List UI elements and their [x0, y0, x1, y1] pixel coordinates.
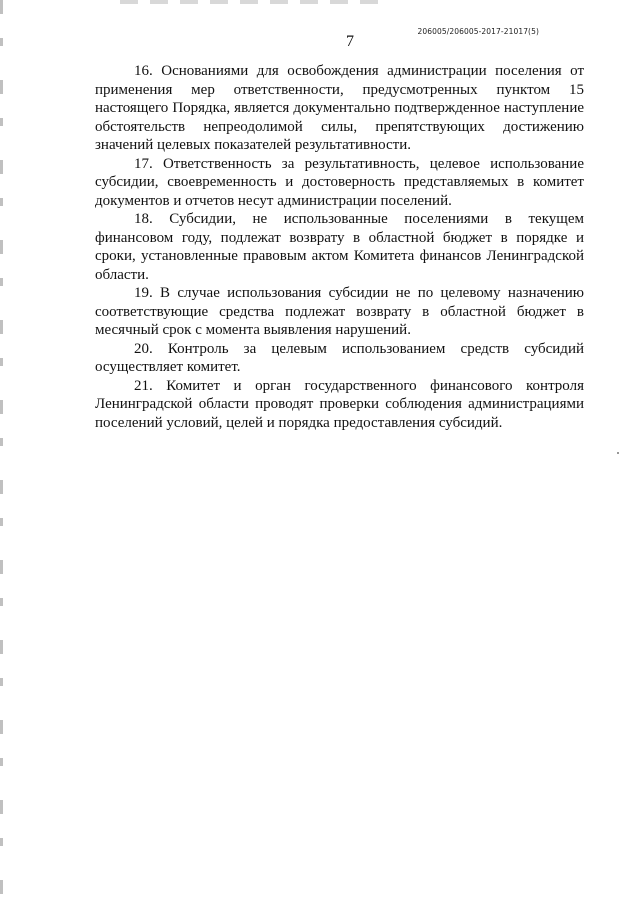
document-body — [95, 62, 584, 432]
paragraph-21: 21. Комитет и орган государственного финансового контроля Ленинградской области проводят проверки соблюдения администрациями поселений условий, целей и порядка предоставления субсидий. — [95, 377, 584, 431]
page-number: 7 — [346, 33, 354, 50]
paragraph-19: 19. В случае использования субсидии не по целевому назначению соответствующие средства подлежат возврату в областной бюджет в месячный срок с момента выявления нарушений. — [95, 285, 584, 338]
paragraph-18: 18. Субсидии, не использованные поселениями в текущем финансовом году, подлежат возврату в областной бюджет в порядке и сроки, установленные правовым актом Комитета финансов Ленинградской области. — [95, 211, 584, 283]
scan-artifact — [120, 0, 380, 4]
paragraph-20: 20. Контроль за целевым использованием средств субсидий осуществляет комитет. — [95, 340, 584, 375]
paragraph-16: 16. Основаниями для освобождения администрации поселения от применения мер ответственности, предусмотренных пунктом 15 настоящего Порядка, является документально подтвержденное наступление обстоятельств непреодолимой силы, препятствующих достижению значений целевых показателей результативности. — [95, 63, 584, 153]
binding-edge-marks — [0, 0, 3, 905]
paragraph-17: 17. Ответственность за результативность, целевое использование субсидии, своевременность и достоверность представляемых в комитет документов и отчетов несут администрации поселений. — [95, 155, 584, 209]
scan-speck — [617, 452, 619, 454]
document-code: 206005/206005-2017-21017(5) — [417, 27, 539, 36]
